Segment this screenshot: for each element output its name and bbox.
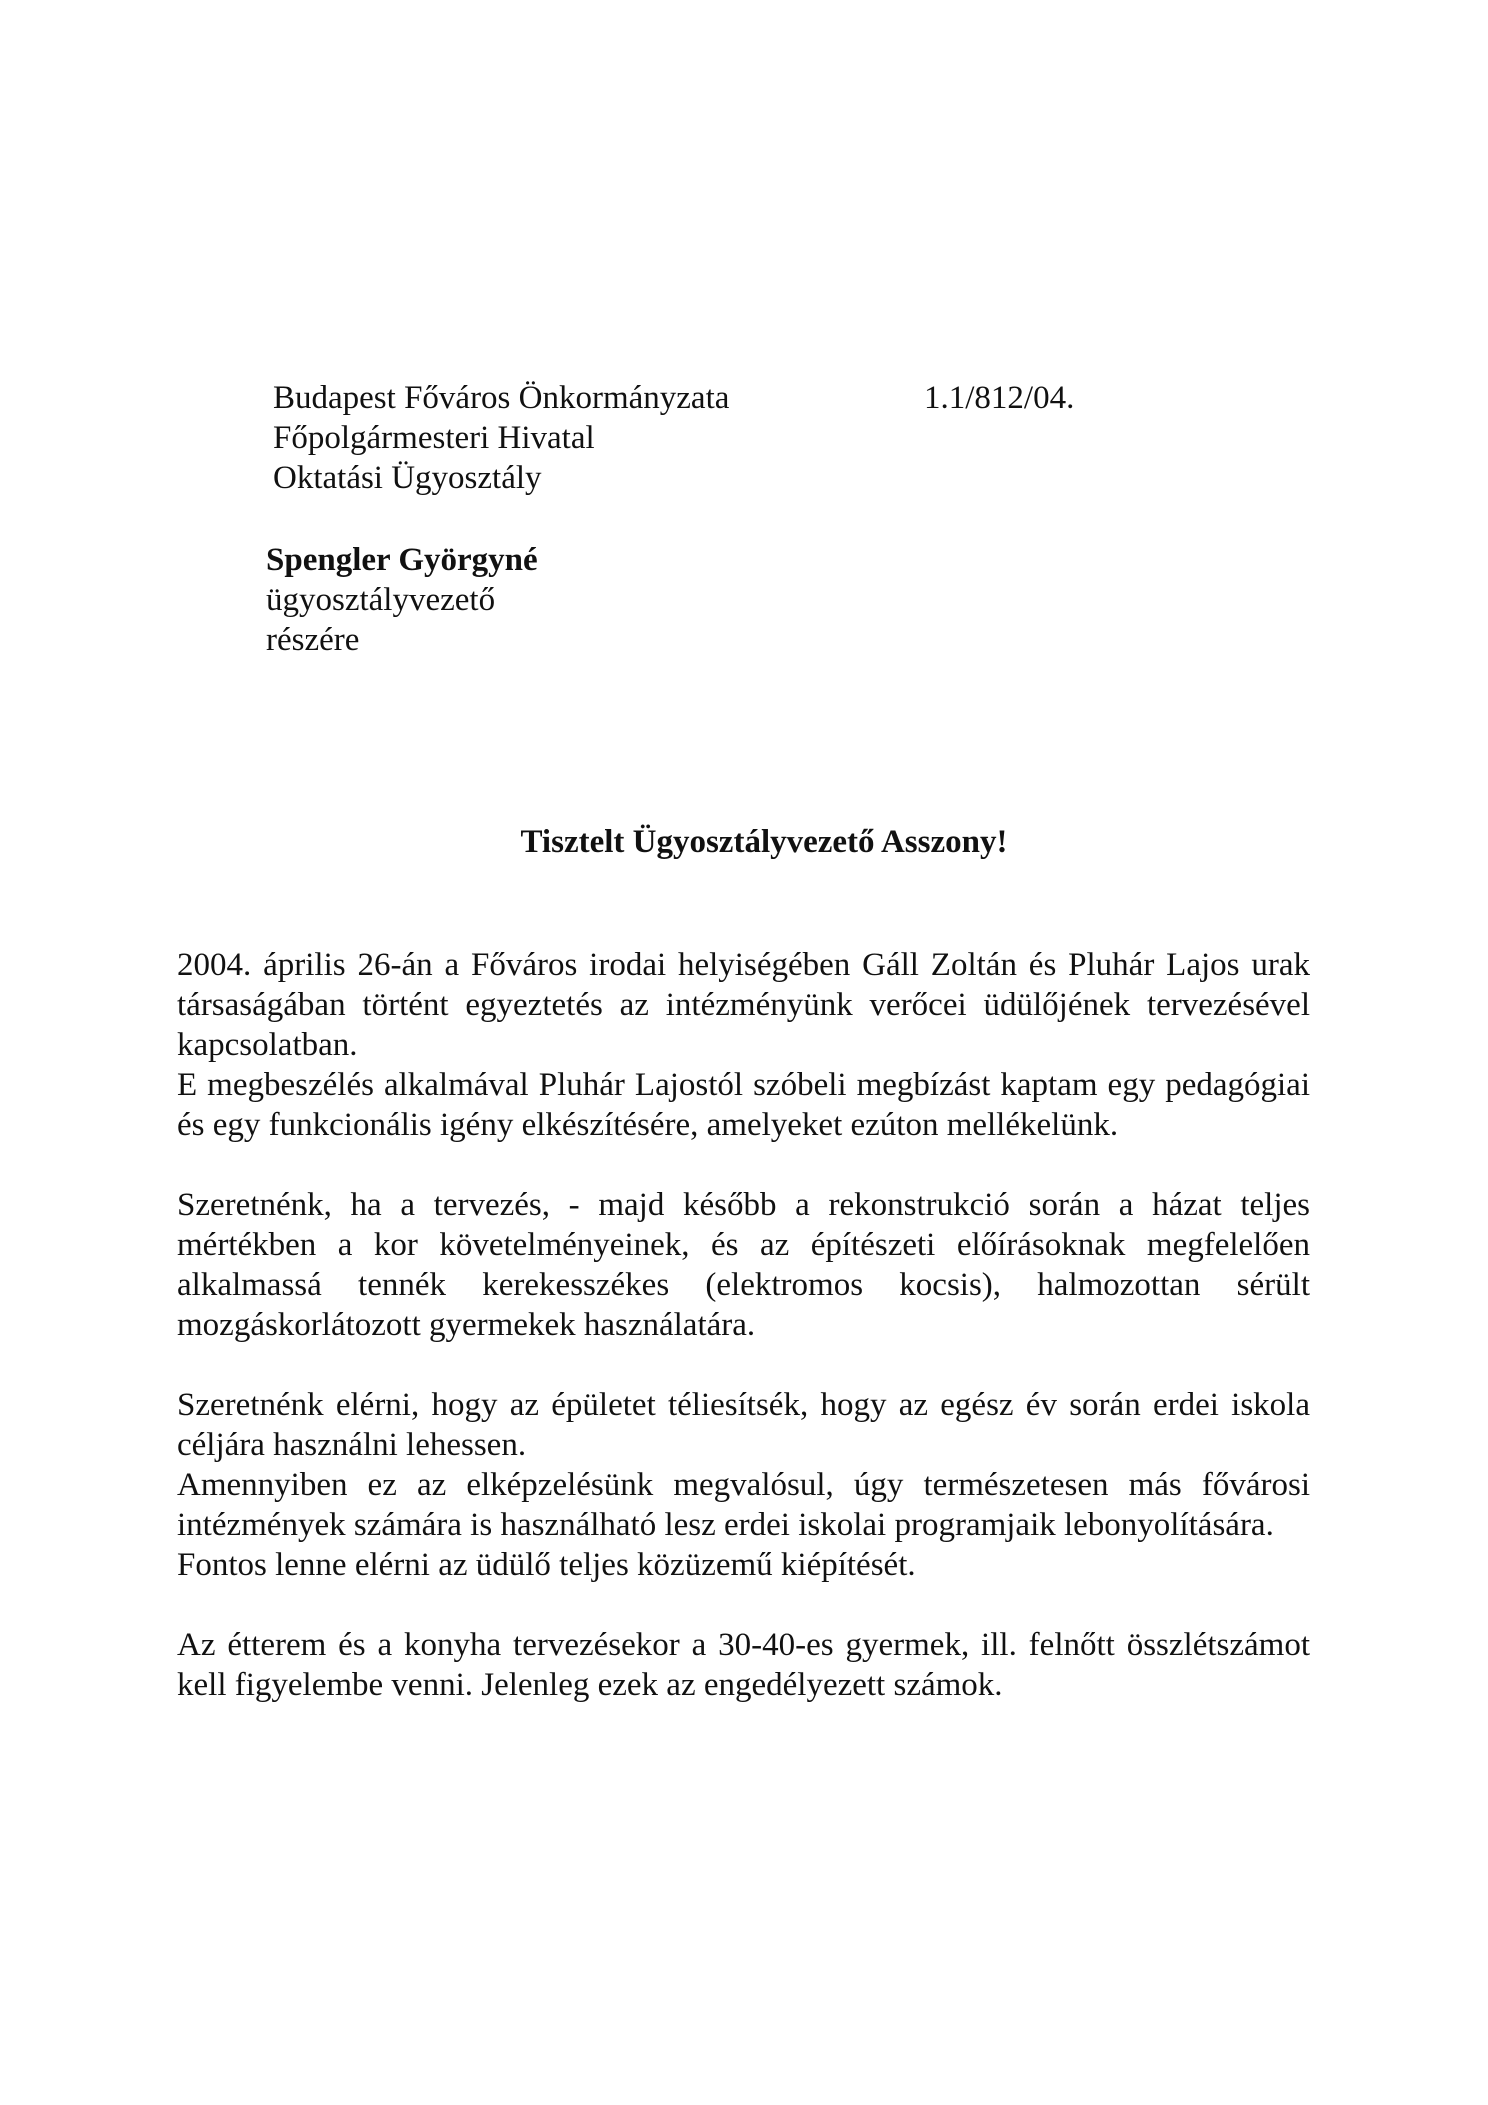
- sender-block: [273, 378, 729, 498]
- paragraph-accessibility: Szeretnénk, ha a tervezés, - majd később a rekonstrukció során a házat teljes mértékben a kor követelményeinek, és az építészeti előírásoknak megfelelően alkalmassá tennék kerekesszékes (elektromos kocsis), halmozottan sérült mozgáskorlátozott gyermekek használatára.: [177, 1187, 1310, 1343]
- paragraph-assignment: E megbeszélés alkalmával Pluhár Lajostól szóbeli megbízást kaptam egy pedagógiai és egy funkcionális igény elkészítésére, amelyeket ezúton mellékelünk.: [177, 1067, 1310, 1143]
- recipient-for: részére: [266, 622, 360, 658]
- recipient-block: [266, 540, 538, 660]
- reference-number: 1.1/812/04.: [924, 380, 1075, 416]
- paragraph-winterization: Szeretnénk elérni, hogy az épületet téliesítsék, hogy az egész év során erdei iskola céljára használni lehessen.: [177, 1387, 1310, 1463]
- sender-department: Oktatási Ügyosztály: [273, 460, 542, 496]
- paragraph-capacity: Az étterem és a konyha tervezésekor a 30-40-es gyermek, ill. felnőtt összlétszámot kell figyelembe venni. Jelenleg ezek az engedélyezett számok.: [177, 1627, 1310, 1703]
- recipient-title: ügyosztályvezető: [266, 582, 496, 618]
- sender-organization: Budapest Főváros Önkormányzata: [273, 380, 730, 416]
- recipient-name: Spengler Györgyné: [266, 542, 538, 578]
- paragraph-utilities: Fontos lenne elérni az üdülő teljes közüzemű kiépítését.: [177, 1547, 916, 1583]
- sender-office: Főpolgármesteri Hivatal: [273, 420, 595, 456]
- paragraph-meeting: 2004. április 26-án a Főváros irodai helyiségében Gáll Zoltán és Pluhár Lajos urak társaságában történt egyeztetés az intézményünk verőcei üdülőjének tervezésével kapcsolatban.: [177, 947, 1310, 1063]
- salutation: Tisztelt Ügyosztályvezető Asszony!: [520, 824, 1008, 860]
- paragraph-other-institutions: Amennyiben ez az elképzelésünk megvalósul, úgy természetesen más fővárosi intézmények számára is használható lesz erdei iskolai programjaik lebonyolítására.: [177, 1467, 1310, 1543]
- letter-body: [177, 945, 1310, 1705]
